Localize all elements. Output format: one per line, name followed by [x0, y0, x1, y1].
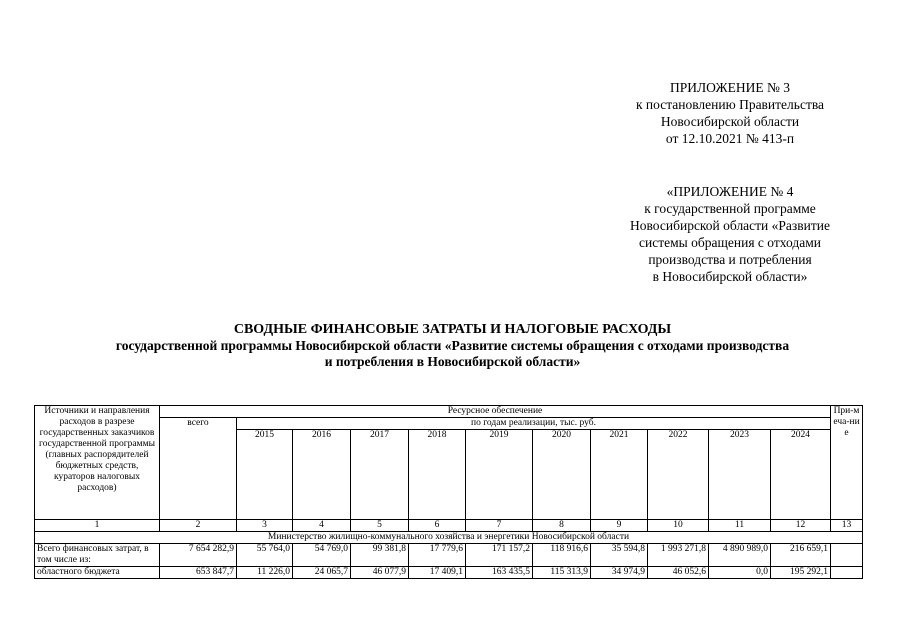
appendix-4-line-2: к государственной программе: [644, 201, 816, 216]
column-number: 13: [831, 520, 863, 532]
column-number-row: [35, 520, 863, 532]
column-number: 5: [351, 520, 409, 532]
appendix-3-line-3: Новосибирской области: [660, 114, 800, 129]
table-cell: 118 916,6: [533, 544, 591, 567]
table-cell: 17 779,6: [409, 544, 466, 567]
table-cell: 55 764,0: [237, 544, 293, 567]
table-cell: 99 381,8: [351, 544, 409, 567]
table-row: [35, 567, 863, 579]
table-cell: 195 292,1: [771, 567, 831, 579]
year-cell: 2019: [466, 430, 533, 520]
appendix-4-line-6: в Новосибирской области»: [652, 269, 808, 284]
year-cell: 2015: [237, 430, 293, 520]
table-row: [35, 544, 863, 567]
table-cell: 54 769,0: [293, 544, 351, 567]
table-cell: 1 993 271,8: [648, 544, 709, 567]
appendix-4-line-3: Новосибирской области «Развитие: [630, 218, 830, 233]
column-number: 9: [591, 520, 648, 532]
row-label: областного бюджета: [35, 567, 160, 579]
table-cell: [831, 544, 863, 567]
table-cell: 163 435,5: [466, 567, 533, 579]
column-number: 6: [409, 520, 466, 532]
year-cell: 2016: [293, 430, 351, 520]
title-line-3: и потребления в Новосибирской области»: [324, 354, 581, 369]
column-number: 7: [466, 520, 533, 532]
table-cell: 4 890 989,0: [709, 544, 771, 567]
table-cell: 46 052,6: [648, 567, 709, 579]
column-number: 4: [293, 520, 351, 532]
appendix-4-header: [600, 183, 860, 285]
table-cell: 7 654 282,9: [160, 544, 237, 567]
title-line-1: СВОДНЫЕ ФИНАНСОВЫЕ ЗАТРАТЫ И НАЛОГОВЫЕ РАСХОДЫ: [233, 322, 672, 337]
section-row: [35, 532, 863, 544]
col-header-total: всего: [160, 418, 237, 520]
table-cell: 0,0: [709, 567, 771, 579]
column-number: 8: [533, 520, 591, 532]
col-header-years: по годам реализации, тыс. руб.: [237, 418, 831, 430]
column-number: 10: [648, 520, 709, 532]
table-cell: 115 313,9: [533, 567, 591, 579]
table-cell: 216 659,1: [771, 544, 831, 567]
column-number: 11: [709, 520, 771, 532]
financial-table: [34, 405, 863, 579]
appendix-3-line-4: от 12.10.2021 № 413-п: [665, 131, 795, 146]
table-cell: 24 065,7: [293, 567, 351, 579]
title-line-2: государственной программы Новосибирской области «Развитие системы обращения с отходами производства: [115, 338, 790, 353]
table-cell: 34 974,9: [591, 567, 648, 579]
col-header-note: При-меча-ние: [831, 406, 863, 520]
appendix-3-line-1: ПРИЛОЖЕНИЕ № 3: [669, 80, 791, 95]
table-cell: [831, 567, 863, 579]
year-cell: 2017: [351, 430, 409, 520]
column-number: 2: [160, 520, 237, 532]
column-number: 1: [35, 520, 160, 532]
column-number: 3: [237, 520, 293, 532]
col-header-sources: Источники и направления расходов в разрезе государственных заказчиков государственной программы (главных распорядителей бюджетных средств, кураторов налоговых расходов): [35, 406, 160, 520]
col-header-resources: Ресурсное обеспечение: [160, 406, 831, 418]
year-cell: 2021: [591, 430, 648, 520]
table-cell: 17 409,1: [409, 567, 466, 579]
appendix-4-line-1: «ПРИЛОЖЕНИЕ № 4: [666, 184, 794, 199]
document-title: [40, 322, 865, 370]
table-cell: 35 594,8: [591, 544, 648, 567]
row-label: Всего финансовых затрат, в том числе из:: [35, 544, 160, 567]
appendix-4-line-5: производства и потребления: [648, 252, 812, 267]
year-cell: 2018: [409, 430, 466, 520]
appendix-3-header: [600, 79, 860, 147]
appendix-4-line-4: системы обращения с отходами: [639, 235, 821, 250]
appendix-3-line-2: к постановлению Правительства: [635, 97, 825, 112]
header-row-2: [35, 418, 863, 430]
year-cell: 2023: [709, 430, 771, 520]
table-cell: 171 157,2: [466, 544, 533, 567]
year-cell: 2022: [648, 430, 709, 520]
table-cell: 46 077,9: [351, 567, 409, 579]
column-number: 12: [771, 520, 831, 532]
table-cell: 653 847,7: [160, 567, 237, 579]
table-cell: 11 226,0: [237, 567, 293, 579]
year-cell: 2020: [533, 430, 591, 520]
header-row-1: [35, 406, 863, 418]
year-cell: 2024: [771, 430, 831, 520]
section-title: Министерство жилищно-коммунального хозяйства и энергетики Новосибирской области: [35, 532, 863, 544]
